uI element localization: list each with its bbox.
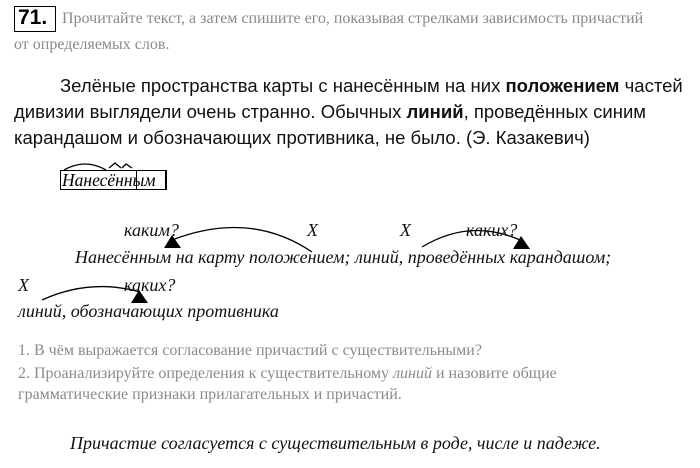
passage-text: , проведённых синим: [463, 101, 647, 122]
passage-text: Зелёные пространства карты с нанесённым на них: [60, 75, 506, 96]
suffix-mark: [109, 163, 121, 168]
task-number: 71.: [14, 6, 56, 32]
question-kakih-2: каких?: [124, 275, 176, 295]
question-kakim: каким?: [124, 220, 179, 240]
question-2-line2: грамматические признаки прилагательных и причастий.: [18, 386, 402, 403]
question-text: и назовите общие: [431, 365, 557, 382]
x-mark-3: X: [18, 275, 29, 295]
question-2: [18, 365, 557, 383]
suffix-mark-2: [122, 164, 132, 168]
question-1: 1. В чём выражается согласование причастий с существительными?: [18, 342, 482, 359]
parsed-word-text: Нанесённым: [62, 170, 156, 190]
analysis-line1: Нанесённым на карту положением; линий, проведённых карандашом;: [75, 247, 612, 267]
analysis-line2: линий, обозначающих противника: [18, 301, 279, 321]
x-mark-1: X: [307, 220, 318, 240]
passage-text: частей: [619, 75, 683, 96]
x-mark-2: X: [400, 220, 411, 240]
root-arc: [64, 164, 106, 170]
task-instruction-line1: Прочитайте текст, а затем спишите его, показывая стрелками зависимость причастий: [62, 10, 644, 27]
passage-bold-word: линий: [406, 101, 464, 122]
question-italic-word: линий: [393, 365, 432, 382]
task-instruction-line2: от определяемых слов.: [14, 36, 170, 53]
answer: Причастие согласуется с существительным в роде, числе и падеже.: [70, 433, 601, 453]
question-kakih-1: каких?: [466, 220, 518, 240]
question-text: 2. Проанализируйте определения к существительному: [18, 365, 394, 382]
passage-bold-word: положением: [505, 75, 620, 96]
passage-line3: карандашом и обозначающих противника, не было. (Э. Казакевич): [14, 127, 590, 148]
passage-text: дивизии выглядели очень странно. Обычных: [14, 101, 407, 122]
